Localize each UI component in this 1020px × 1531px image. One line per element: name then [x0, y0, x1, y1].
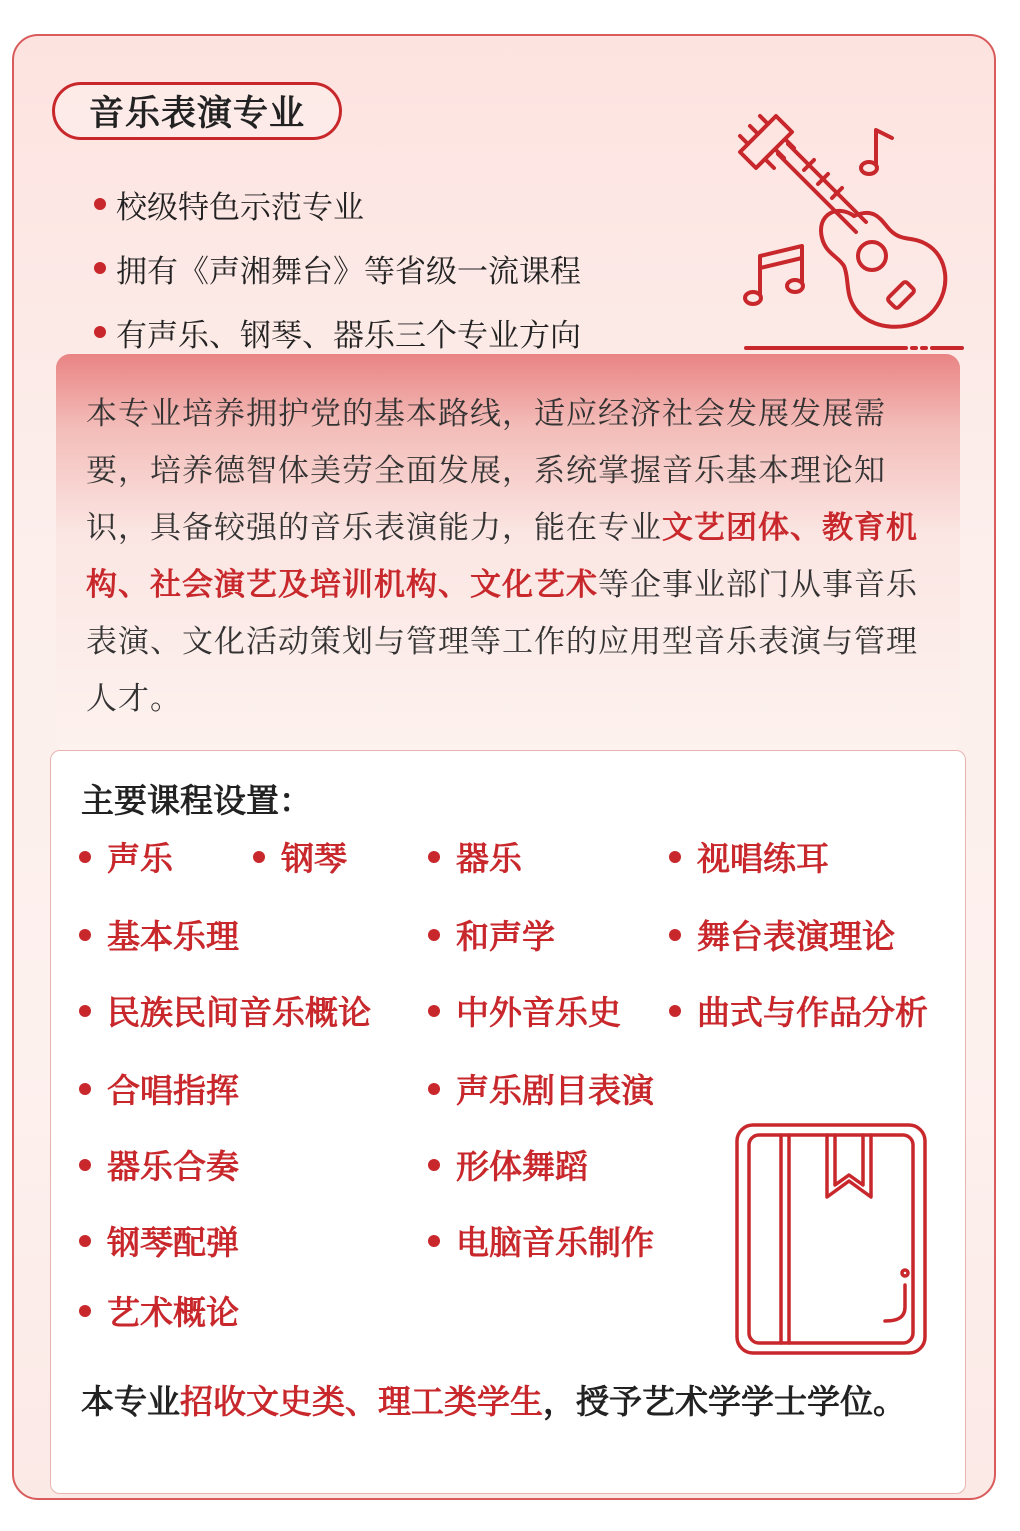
bullet-icon: [94, 198, 106, 210]
course-item: [428, 1141, 588, 1188]
feature-text: 校级特色示范专业: [116, 189, 364, 226]
description-part1: 本专业培养拥护党的基本路线，适应经济社会发展发展需要，培养德智体美劳全面发展，系统掌握音乐基本理论知识，具备较强的音乐表演能力，能在专业: [86, 396, 886, 546]
course-item: [428, 833, 522, 880]
course-item: [79, 1065, 239, 1112]
bullet-icon: [669, 929, 681, 941]
bullet-icon: [94, 326, 106, 338]
course-label: 电脑音乐制作: [456, 1223, 654, 1262]
feature-item: [94, 236, 581, 300]
course-item: [253, 833, 347, 880]
description-text: [86, 386, 946, 728]
bullet-icon: [79, 929, 91, 941]
course-label: 钢琴: [281, 839, 347, 878]
book-icon: [735, 1123, 927, 1355]
bullet-icon: [94, 262, 106, 274]
guitar-icon: [726, 96, 966, 356]
course-label: 民族民间音乐概论: [107, 993, 371, 1032]
course-item: [428, 1065, 654, 1112]
bullet-icon: [428, 851, 440, 863]
course-label: 曲式与作品分析: [697, 993, 928, 1032]
course-item: [428, 1217, 654, 1264]
bullet-icon: [428, 1235, 440, 1247]
course-item: [428, 911, 555, 958]
bullet-icon: [79, 851, 91, 863]
description-highlight: 文艺团体、教育机构、社会演艺及培训机构、文化艺术: [86, 510, 918, 603]
course-label: 声乐剧目表演: [456, 1071, 654, 1110]
bullet-icon: [79, 1159, 91, 1171]
course-item: [79, 911, 239, 958]
major-card: [12, 34, 996, 1500]
course-item: [79, 1217, 239, 1264]
course-item: [79, 987, 371, 1034]
bullet-icon: [428, 1083, 440, 1095]
course-label: 钢琴配弹: [107, 1223, 239, 1262]
feature-text: 拥有《声湘舞台》等省级一流课程: [116, 253, 581, 290]
bullet-icon: [79, 1083, 91, 1095]
course-label: 舞台表演理论: [697, 917, 895, 956]
course-label: 声乐: [107, 839, 173, 878]
enrollment-suffix: ，授予艺术学学士学位。: [543, 1382, 906, 1421]
course-label: 中外音乐史: [456, 993, 621, 1032]
feature-text: 有声乐、钢琴、器乐三个专业方向: [116, 317, 581, 354]
bullet-icon: [428, 1005, 440, 1017]
course-item: [79, 1287, 239, 1334]
enrollment-prefix: 本专业: [81, 1382, 180, 1421]
course-label: 形体舞蹈: [456, 1147, 588, 1186]
course-label: 基本乐理: [107, 917, 239, 956]
course-item: [428, 987, 621, 1034]
course-label: 和声学: [456, 917, 555, 956]
course-label: 视唱练耳: [697, 839, 829, 878]
description-panel: [56, 354, 960, 754]
enrollment-highlight: 招收文史类、理工类学生: [180, 1382, 543, 1421]
course-item: [669, 833, 829, 880]
bullet-icon: [79, 1005, 91, 1017]
course-section-title: 主要课程设置：: [81, 781, 312, 820]
course-item: [669, 987, 928, 1034]
enrollment-note: [81, 1379, 941, 1425]
feature-item: [94, 172, 581, 236]
description-part2: 等企事业部门从事音乐表演、文化活动策划与管理等工作的应用型音乐表演与管理人才。: [86, 567, 918, 717]
course-label: 艺术概论: [107, 1293, 239, 1332]
course-item: [669, 911, 895, 958]
course-label: 器乐合奏: [107, 1147, 239, 1186]
course-label: 器乐: [456, 839, 522, 878]
bullet-icon: [428, 929, 440, 941]
bullet-icon: [669, 851, 681, 863]
bullet-icon: [79, 1235, 91, 1247]
course-item: [79, 833, 173, 880]
bullet-icon: [428, 1159, 440, 1171]
feature-list: [94, 172, 581, 364]
course-item: [79, 1141, 239, 1188]
course-panel: [50, 750, 966, 1494]
bullet-icon: [253, 851, 265, 863]
major-title: 音乐表演专业: [52, 82, 342, 140]
bullet-icon: [669, 1005, 681, 1017]
course-label: 合唱指挥: [107, 1071, 239, 1110]
bullet-icon: [79, 1305, 91, 1317]
